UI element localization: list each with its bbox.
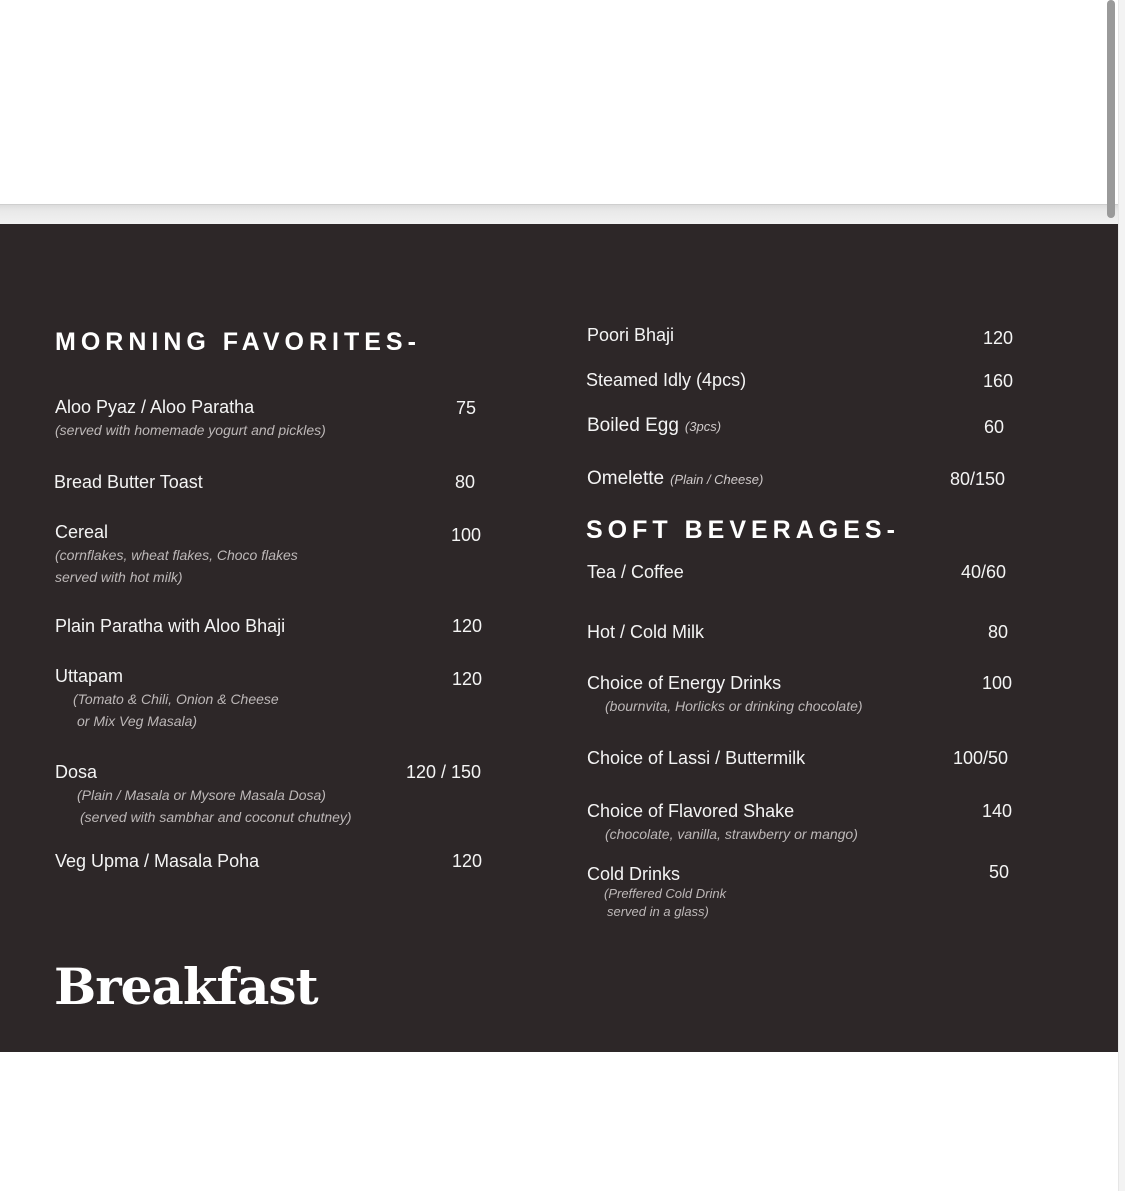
item-price: 60: [984, 417, 1005, 437]
item-price: 75: [456, 398, 477, 418]
item-name: Cereal: [55, 522, 109, 542]
item-price: 80: [988, 622, 1009, 642]
item-note: served in a glass): [607, 904, 709, 919]
item-price: 50: [989, 862, 1010, 882]
item-price: 140: [982, 801, 1013, 821]
item-name: Cold Drinks: [587, 864, 681, 884]
item-name: Poori Bhaji: [587, 325, 675, 345]
item-name: Bread Butter Toast: [54, 472, 203, 492]
scrollbar-thumb[interactable]: [1107, 0, 1115, 218]
item-price: 120: [452, 616, 483, 636]
item-note: (served with sambhar and coconut chutney): [80, 809, 352, 825]
blank-page-top: [0, 0, 1118, 205]
item-price: 120 / 150: [406, 762, 482, 782]
item-note: or Mix Veg Masala): [77, 713, 198, 729]
item-note: (Plain / Masala or Mysore Masala Dosa): [77, 787, 326, 803]
item-price: 120: [452, 851, 483, 871]
item-note: (Preffered Cold Drink: [604, 886, 727, 901]
item-name: Choice of Flavored Shake: [587, 801, 795, 821]
item-name: [587, 415, 721, 437]
item-name-text: Omelette: [587, 468, 665, 489]
item-note: (Tomato & Chili, Onion & Cheese: [73, 691, 279, 707]
breakfast-menu-page: [0, 224, 1118, 1052]
item-price: 80/150: [950, 469, 1006, 489]
item-note: (cornflakes, wheat flakes, Choco flakes: [55, 547, 298, 563]
item-inline-note: (3pcs): [684, 419, 722, 434]
item-name: [587, 468, 763, 490]
item-name-text: Boiled Egg: [587, 415, 679, 436]
item-note: (served with homemade yogurt and pickles): [55, 422, 326, 438]
item-name: Dosa: [55, 762, 98, 782]
item-name: Choice of Lassi / Buttermilk: [587, 748, 806, 768]
item-price: 100/50: [953, 748, 1009, 768]
item-price: 120: [983, 328, 1014, 348]
item-note: served with hot milk): [55, 569, 183, 585]
item-name: Tea / Coffee: [587, 562, 684, 582]
scrollbar-track[interactable]: [1118, 0, 1125, 1191]
item-price: 120: [452, 669, 483, 689]
item-price: 80: [455, 472, 476, 492]
page-separator: [0, 204, 1118, 225]
menu-title: Breakfast: [54, 957, 318, 1016]
item-name: Choice of Energy Drinks: [587, 673, 782, 693]
item-name: Plain Paratha with Aloo Bhaji: [55, 616, 286, 636]
item-price: 100: [451, 525, 482, 545]
item-name: Hot / Cold Milk: [587, 622, 705, 642]
item-price: 100: [982, 673, 1013, 693]
item-name: Uttapam: [55, 666, 124, 686]
item-price: 40/60: [961, 562, 1007, 582]
item-name: Aloo Pyaz / Aloo Paratha: [55, 397, 255, 417]
morning-favorites-heading: MORNING FAVORITES-: [55, 328, 421, 356]
item-price: 160: [983, 371, 1014, 391]
item-note: (bournvita, Horlicks or drinking chocolate): [605, 698, 863, 714]
item-inline-note: (Plain / Cheese): [670, 472, 764, 487]
item-note: (chocolate, vanilla, strawberry or mango): [605, 826, 858, 842]
item-name: Veg Upma / Masala Poha: [55, 851, 260, 871]
soft-beverages-heading: SOFT BEVERAGES-: [586, 516, 900, 544]
item-name: Steamed Idly (4pcs): [586, 370, 747, 390]
